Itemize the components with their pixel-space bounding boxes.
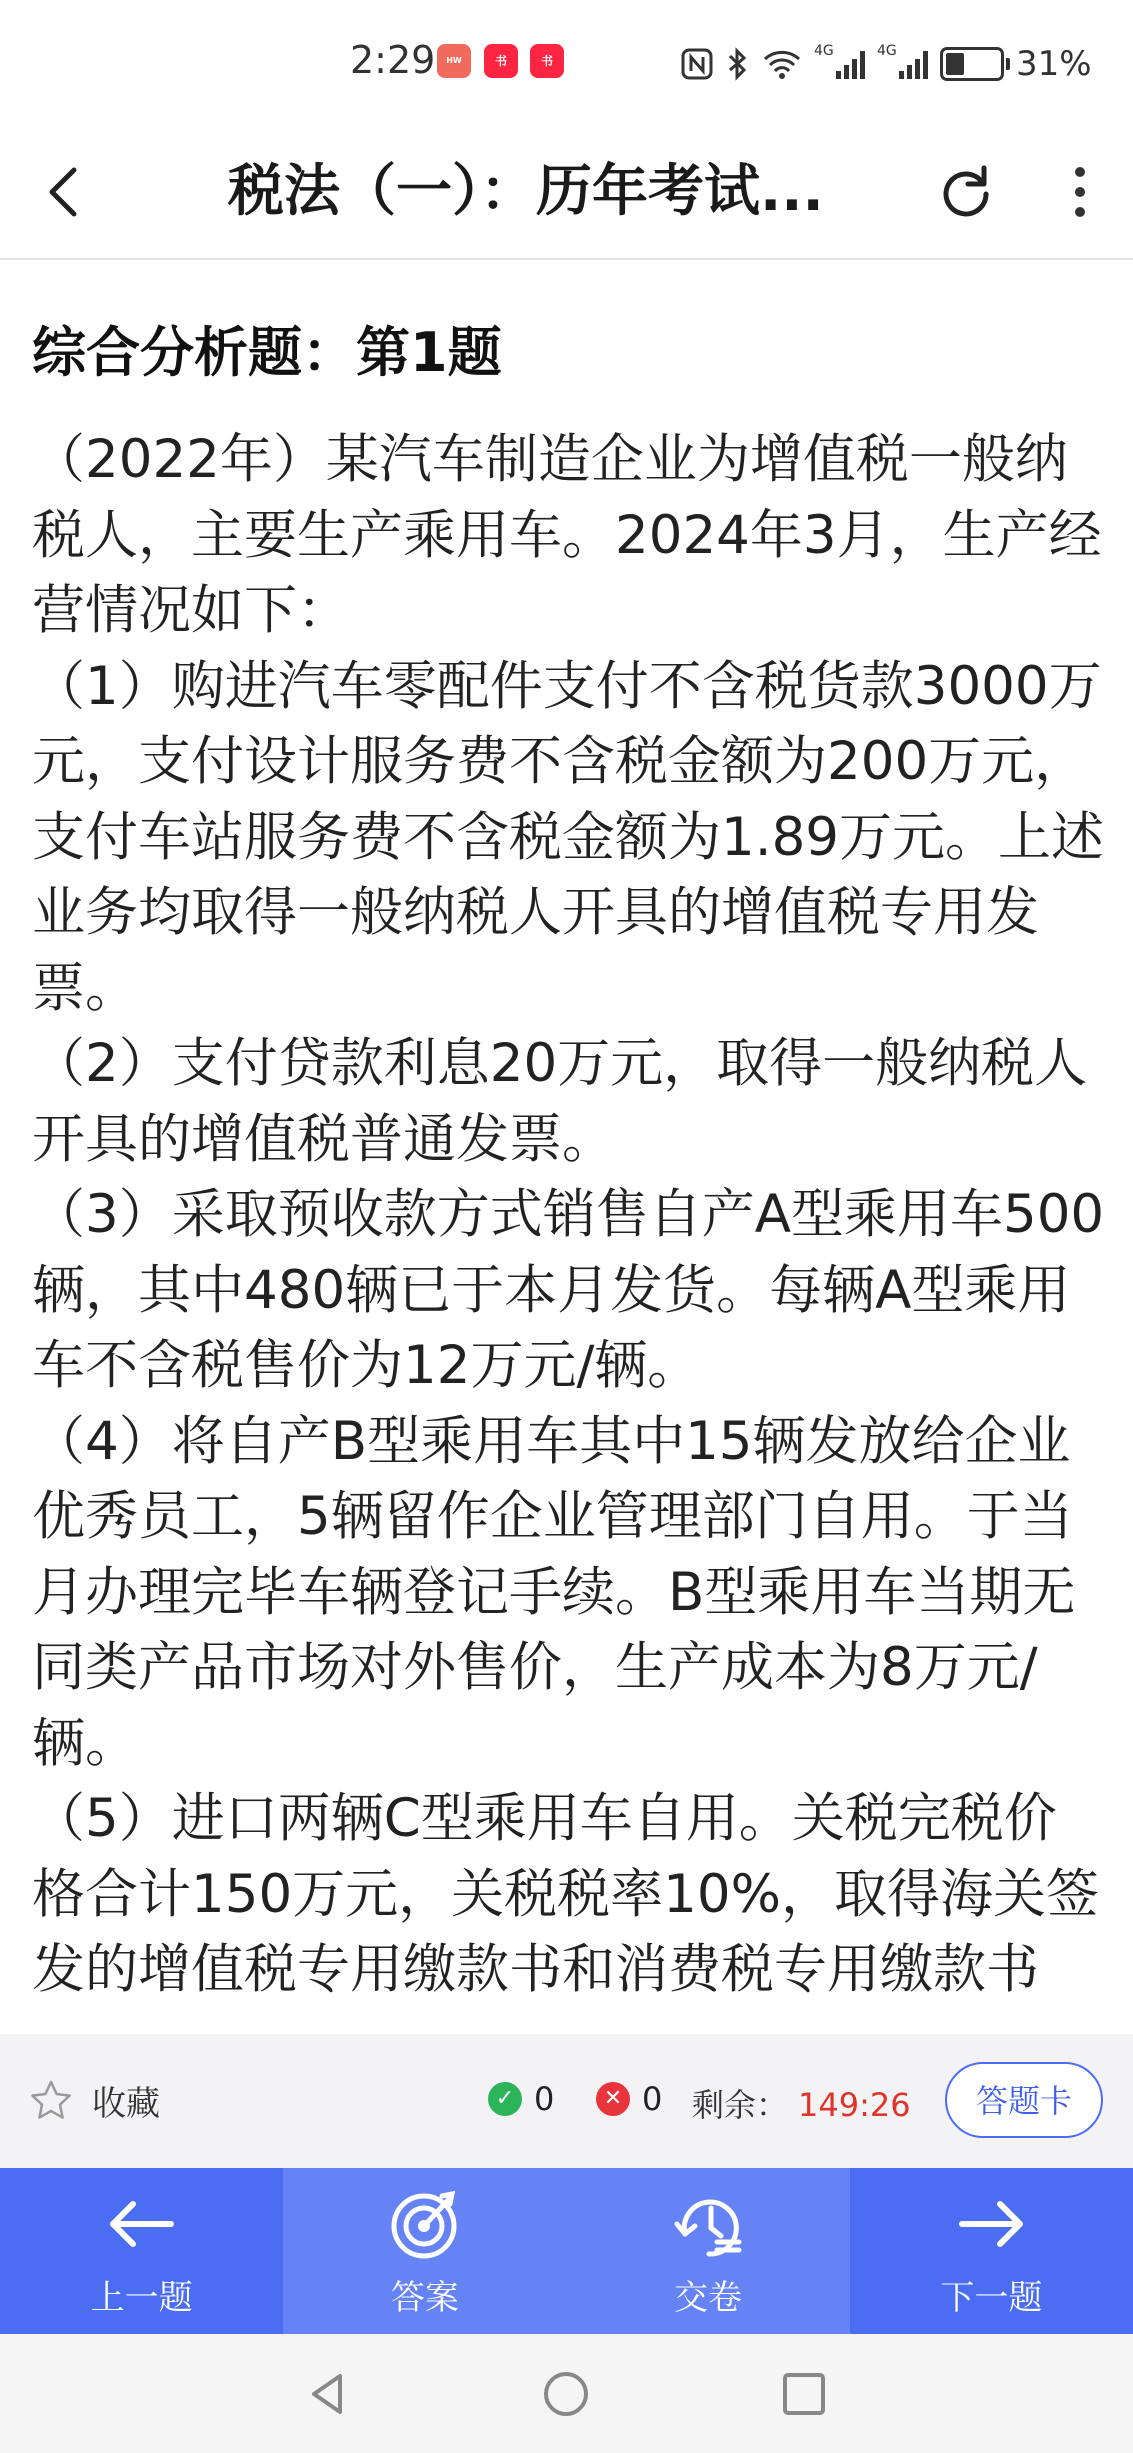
question-body: （2022年）某汽车制造企业为增值税一般纳税人，主要生产乘用车。2024年3月，生产经营情况如下： （1）购进汽车零配件支付不含税货款3000万元，支付设计服务费不含税金额为200万元，支付车站服务费不含税金额为1.89万元。上述业务均取得一般纳税人开具的增值税专用发票。 （2）支付贷款利息20万元，取得一般纳税人开具的增值税普通发票。 （3）采取预收款方式销售自产A型乘用车500辆，其中480辆已于本月发货。每辆A型乘用车不含税售价为12万元/辆。 （4）将自产B型乘用车其中15辆发放给企业优秀员工，5辆留作企业管理部门自用。于当月办理完毕车辆登记手续。B型乘用车当期无同类产品市场对外售价，生产成本为8万元/辆。 （5）进口两辆C型乘用车自用。关税完税价格合计150万元，关税税率10%，取得海关签发的增值税专用缴款书和消费税专用缴款书	[32, 429, 1105, 2000]
arrow-left-icon	[97, 2184, 187, 2264]
page-title: 税法（一）：历年考试...	[228, 159, 824, 224]
refresh-icon	[930, 156, 1002, 228]
more-vertical-icon	[1060, 156, 1100, 228]
battery-percent: 31%	[1016, 44, 1092, 84]
nfc-icon	[680, 47, 714, 81]
submit-exam-button[interactable]: 交卷	[567, 2168, 850, 2334]
system-back-icon[interactable]	[300, 2366, 356, 2422]
chevron-left-icon	[30, 156, 102, 228]
bottom-nav	[0, 2168, 1133, 2334]
signal-icon: 4G	[814, 49, 865, 79]
huawei-notification-icon: HW	[437, 44, 471, 78]
show-answer-button[interactable]: 答案	[283, 2168, 566, 2334]
bluetooth-icon	[726, 46, 750, 82]
favorite-button[interactable]	[28, 2076, 160, 2125]
close-icon: ✕	[596, 2082, 630, 2116]
wrong-count: ✕ 0	[596, 2080, 662, 2118]
xiaohongshu-notification-icon: 书	[484, 44, 518, 78]
refresh-button[interactable]	[930, 156, 1002, 228]
star-icon	[28, 2078, 74, 2124]
next-question-button[interactable]: 下一题	[850, 2168, 1133, 2334]
more-options-button[interactable]	[1060, 156, 1100, 228]
answer-card-button[interactable]: 答题卡	[945, 2062, 1103, 2138]
arrow-right-icon	[946, 2184, 1036, 2264]
status-icons	[680, 36, 1092, 92]
system-recents-icon[interactable]	[776, 2366, 832, 2422]
timer-value: 149:26	[798, 2086, 911, 2124]
submit-icon	[663, 2184, 753, 2264]
info-bar	[0, 2034, 1133, 2168]
back-button[interactable]	[30, 156, 102, 228]
question-content[interactable]	[0, 260, 1133, 2034]
correct-count: ✓ 0	[488, 2080, 554, 2118]
prev-question-button[interactable]: 上一题	[0, 2168, 283, 2334]
battery-icon	[940, 47, 1004, 81]
system-nav-bar	[0, 2334, 1133, 2453]
status-bar	[0, 0, 1133, 128]
status-time: 2:29	[350, 38, 436, 82]
target-icon	[380, 2184, 470, 2264]
wifi-icon	[762, 48, 802, 80]
favorite-label: 收藏	[92, 2084, 160, 2124]
check-icon: ✓	[488, 2082, 522, 2116]
signal-icon: 4G	[877, 49, 928, 79]
system-home-icon[interactable]	[538, 2366, 594, 2422]
remaining-time: 剩余： 149:26	[692, 2086, 911, 2124]
xiaohongshu-notification-icon: 书	[530, 44, 564, 78]
title-bar	[0, 128, 1133, 260]
question-heading: 综合分析题：第1题	[32, 321, 502, 384]
